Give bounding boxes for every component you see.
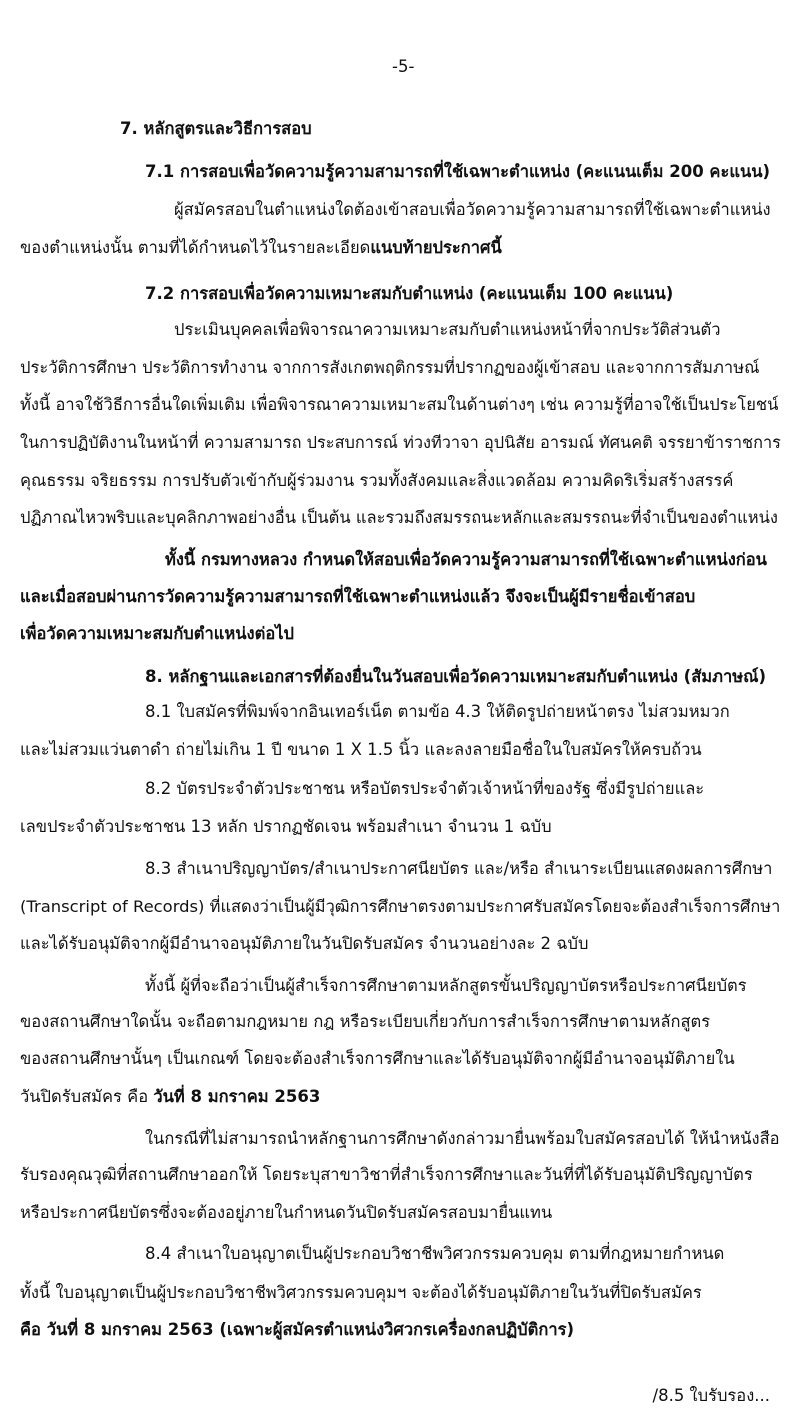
section-7-2-line: ประเมินบุคคลเพื่อพิจารณาความเหมาะสมกับตำแหน่งหน้าที่จากประวัติส่วนตัว [174,320,721,339]
section-7-2-line: ทั้งนี้ อาจใช้วิธีการอื่นใดเพิ่มเติม เพื่อพิจารณาความเหมาะสมในด้านต่างๆ เช่น ความรู้ที่อาจใช้เป็นประโยชน์ [20,395,779,414]
section-7-2-line: ปฏิภาณไหวพริบและบุคลิกภาพอย่างอื่น เป็นต้น และรวมถึงสมรรถนะหลักและสมรรถนะที่จำเป็นของตำแหน่ง [20,508,778,527]
section-8-heading: 8. หลักฐานและเอกสารที่ต้องยื่นในวันสอบเพื่อวัดความเหมาะสมกับตำแหน่ง (สัมภาษณ์) [145,667,767,686]
item-8-3-case-line: รับรองคุณวุฒิที่สถานศึกษาออกให้ โดยระบุสาขาวิชาที่สำเร็จการศึกษาและวันที่ที่ได้รับอนุมัติปริญญาบัตร [20,1165,753,1184]
continuation-note: /8.5 ใบรับรอง... [652,1386,770,1405]
item-8-3-line: และได้รับอนุมัติจากผู้มีอำนาจอนุมัติภายในวันปิดรับสมัคร จำนวนอย่างละ 2 ฉบับ [20,934,589,953]
item-8-3-note-line [20,1085,320,1109]
item-8-3-line: 8.3 สำเนาปริญญาบัตร/สำเนาประกาศนียบัตร และ/หรือ สำเนาระเบียนแสดงผลการศึกษา [145,859,773,878]
item-8-3-note-line: ทั้งนี้ ผู้ที่จะถือว่าเป็นผู้สำเร็จการศึกษาตามหลักสูตรขั้นปริญญาบัตรหรือประกาศนียบัตร [145,976,747,995]
section-7-2-line: ในการปฏิบัติงานในหน้าที่ ความสามารถ ประสบการณ์ ท่วงทีวาจา อุปนิสัย อารมณ์ ทัศนคติ จรรยาข้าราชการ [20,433,781,452]
section-7-heading: 7. หลักสูตรและวิธีการสอบ [120,119,312,138]
item-8-2-line: 8.2 บัตรประจำตัวประชาชน หรือบัตรประจำตัวเจ้าหน้าที่ของรัฐ ซึ่งมีรูปถ่ายและ [145,779,705,798]
section-7-note-line: และเมื่อสอบผ่านการวัดความรู้ความสามารถที่ใช้เฉพาะตำแหน่งแล้ว จึงจะเป็นผู้มีรายชื่อเข้าสอบ [20,587,696,606]
item-8-3-note-text: วันปิดรับสมัคร คือ [20,1087,154,1106]
closing-date: วันที่ 8 มกราคม 2563 [153,1087,321,1106]
item-8-4-line: คือ วันที่ 8 มกราคม 2563 (เฉพาะผู้สมัครตำแหน่งวิศวกรเครื่องกลปฏิบัติการ) [20,1320,575,1339]
section-7-1-line [20,236,502,260]
section-7-note-line: เพื่อวัดความเหมาะสมกับตำแหน่งต่อไป [20,624,295,643]
item-8-1-line: 8.1 ใบสมัครที่พิมพ์จากอินเทอร์เน็ต ตามข้อ 4.3 ให้ติดรูปถ่ายหน้าตรง ไม่สวมหมวก [145,702,730,721]
section-7-2-line: ประวัติการศึกษา ประวัติการทำงาน จากการสังเกตพฤติกรรมที่ปรากฏของผู้เข้าสอบ และจากการสัมภาษณ์ [20,358,760,377]
item-8-4-line: 8.4 สำเนาใบอนุญาตเป็นผู้ประกอบวิชาชีพวิศวกรรมควบคุม ตามที่กฎหมายกำหนด [145,1244,725,1263]
item-8-3-note-line: ของสถานศึกษานั้นๆ เป็นเกณฑ์ โดยจะต้องสำเร็จการศึกษาและได้รับอนุมัติจากผู้มีอำนาจอนุมัติภายใน [20,1049,735,1068]
section-7-1-heading: 7.1 การสอบเพื่อวัดความรู้ความสามารถที่ใช้เฉพาะตำแหน่ง (คะแนนเต็ม 200 คะแนน) [145,162,771,181]
section-7-1-line: ผู้สมัครสอบในตำแหน่งใดต้องเข้าสอบเพื่อวัดความรู้ความสามารถที่ใช้เฉพาะตำแหน่ง [174,200,771,219]
page-number: -5- [392,57,415,76]
section-7-2-line: คุณธรรม จริยธรรม การปรับตัวเข้ากับผู้ร่วมงาน รวมทั้งสังคมและสิ่งแวดล้อม ความคิดริเริ่มสร้างสรรค์ [20,471,734,490]
item-8-1-line: และไม่สวมแว่นตาดำ ถ่ายไม่เกิน 1 ปี ขนาด 1 X 1.5 นิ้ว และลงลายมือชื่อในใบสมัครให้ครบถ้วน [20,740,702,759]
item-8-3-case-line: ในกรณีที่ไม่สามารถนำหลักฐานการศึกษาดังกล่าวมายื่นพร้อมใบสมัครสอบได้ ให้นำหนังสือ [145,1129,780,1148]
item-8-2-line: เลขประจำตัวประชาชน 13 หลัก ปรากฏชัดเจน พร้อมสำเนา จำนวน 1 ฉบับ [20,817,552,836]
section-7-1-bold-text: แนบท้ายประกาศนี้ [370,238,502,257]
section-7-1-text: ของตำแหน่งนั้น ตามที่ได้กำหนดไว้ในรายละเอียด [20,238,371,257]
item-8-3-case-line: หรือประกาศนียบัตรซึ่งจะต้องอยู่ภายในกำหนดวันปิดรับสมัครสอบมายื่นแทน [20,1203,553,1222]
item-8-3-line: (Transcript of Records) ที่แสดงว่าเป็นผู้มีวุฒิการศึกษาตรงตามประกาศรับสมัครโดยจะต้องสำเร็จการศึกษา [20,897,781,916]
section-7-note-line: ทั้งนี้ กรมทางหลวง กำหนดให้สอบเพื่อวัดความรู้ความสามารถที่ใช้เฉพาะตำแหน่งก่อน [165,550,767,569]
item-8-3-note-line: ของสถานศึกษาใดนั้น จะถือตามกฎหมาย กฎ หรือระเบียบเกี่ยวกับการสำเร็จการศึกษาตามหลักสูตร [20,1012,711,1031]
item-8-4-line: ทั้งนี้ ใบอนุญาตเป็นผู้ประกอบวิชาชีพวิศวกรรมควบคุมฯ จะต้องได้รับอนุมัติภายในวันที่ปิดรับสมัคร [20,1283,702,1302]
section-7-2-heading: 7.2 การสอบเพื่อวัดความเหมาะสมกับตำแหน่ง (คะแนนเต็ม 100 คะแนน) [145,284,674,303]
